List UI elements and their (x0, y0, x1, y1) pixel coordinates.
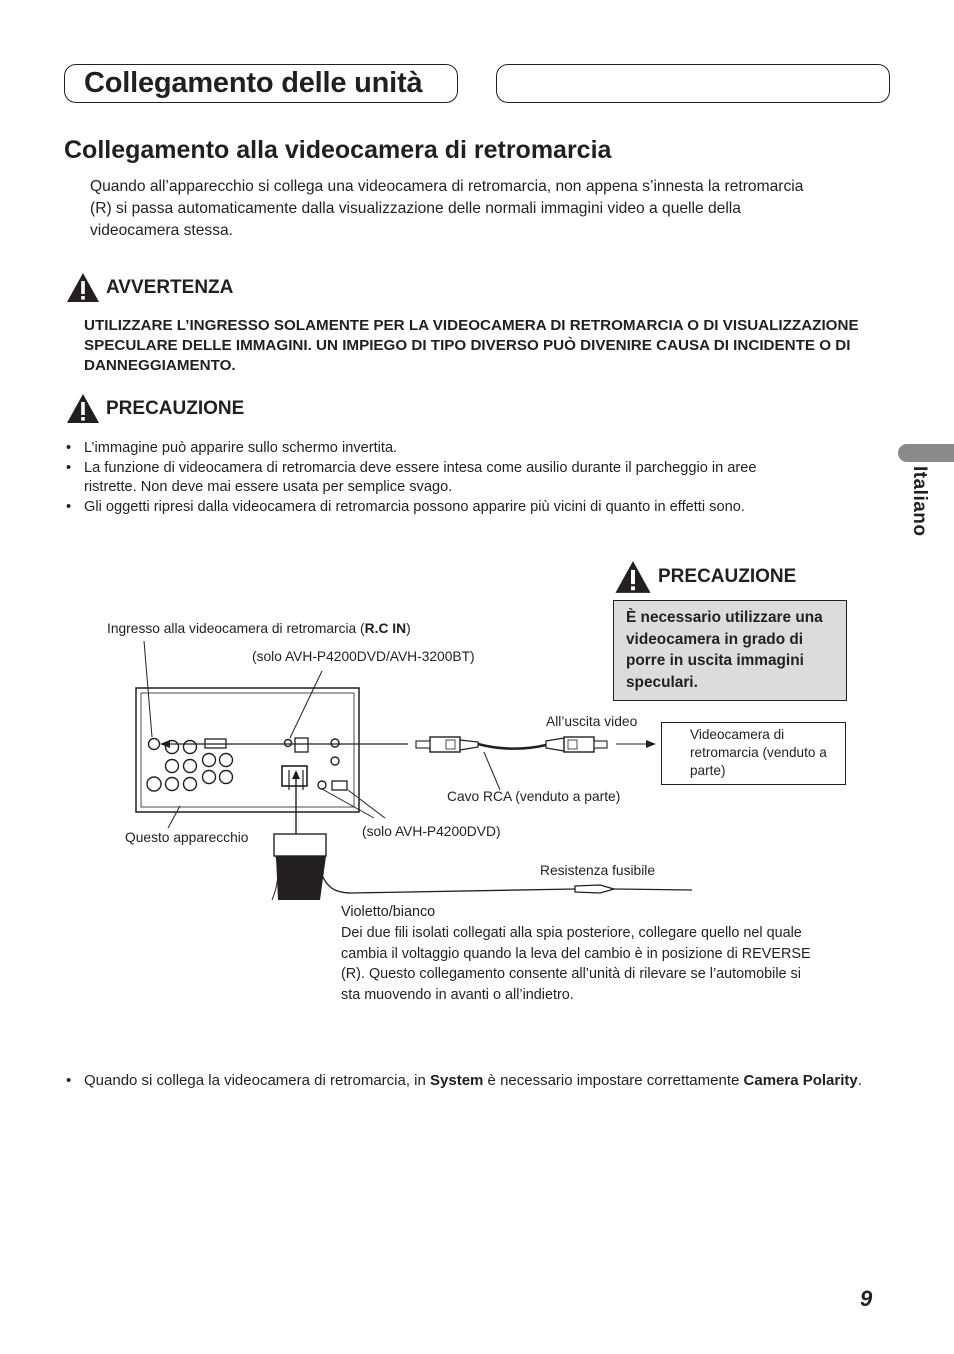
rear-camera-box: Videocamera di retromarcia (venduto a parte) (661, 722, 846, 785)
rc-in-label: Ingresso alla videocamera di retromarcia (R.C IN) (107, 621, 411, 636)
mirror-camera-notice: È necessario utilizzare una videocamera in grado di porre in uscita immagini speculari. (613, 600, 847, 701)
list-item: • Gli oggetti ripresi dalla videocamera di retromarcia possono apparire più vicini di quanto in effetti sono. (64, 498, 784, 518)
caution-heading-text: PRECAUZIONE (106, 397, 245, 419)
rca-cable-label: Cavo RCA (venduto a parte) (447, 789, 621, 804)
list-item: • L’immagine può apparire sullo schermo invertita. (64, 439, 784, 459)
list-item: • La funzione di videocamera di retromarcia deve essere intesa come ausilio durante il parcheggio in aree ristrette. Non deve mai essere usata per semplice svago. (64, 459, 784, 498)
warning-heading-text: AVVERTENZA (106, 276, 234, 298)
fuse-label: Resistenza fusibile (540, 863, 656, 878)
violet-wire-note (341, 902, 821, 1006)
language-tab-label: Italiano (909, 466, 930, 537)
section-title: Collegamento alla videocamera di retromarcia (64, 136, 612, 164)
warning-body: UTILIZZARE L’INGRESSO SOLAMENTE PER LA VIDEOCAMERA DI RETROMARCIA O DI VISUALIZZAZIONE SPECULARE DELLE IMMAGINI. UN IMPIEGO DI TIPO DIVERSO PUÒ DIVENIRE CAUSA DI INCIDENTE O DI DANNEGGIAMENTO. (84, 317, 859, 374)
head-unit-rear-panel (136, 688, 359, 812)
violet-wire-label: Violetto/bianco (341, 904, 436, 920)
diagram-caution-heading-text: PRECAUZIONE (658, 566, 797, 587)
page-number: 9 (860, 1286, 873, 1311)
this-unit-label: Questo apparecchio (125, 830, 249, 845)
chapter-title: Collegamento delle unità (84, 67, 423, 99)
intro-paragraph: Quando all’apparecchio si collega una videocamera di retromarcia, non appena s’innesta la retromarcia (R) si passa automaticamente dalla visualizzazione delle normali immagini video a quelle della videocamera stessa. (90, 178, 804, 239)
models-label-2: (solo AVH-P4200DVD) (362, 824, 501, 839)
rca-cable (416, 737, 607, 752)
video-out-label: All’uscita video (546, 714, 638, 729)
list-item: • Quando si collega la videocamera di retromarcia, in System è necessario impostare correttamente Camera Polarity. (64, 1070, 894, 1091)
settings-note (64, 1070, 894, 1091)
models-label-1: (solo AVH-P4200DVD/AVH-3200BT) (252, 649, 475, 664)
violet-wire-description: Dei due fili isolati collegati alla spia posteriore, collegare quello nel quale cambia il voltaggio quando la leva del cambio è in posizione di REVERSE (R). Questo collegamento consente all’unità di rilevare se l’automobile si sta muovendo in avanti o all’indietro. (341, 924, 811, 1004)
